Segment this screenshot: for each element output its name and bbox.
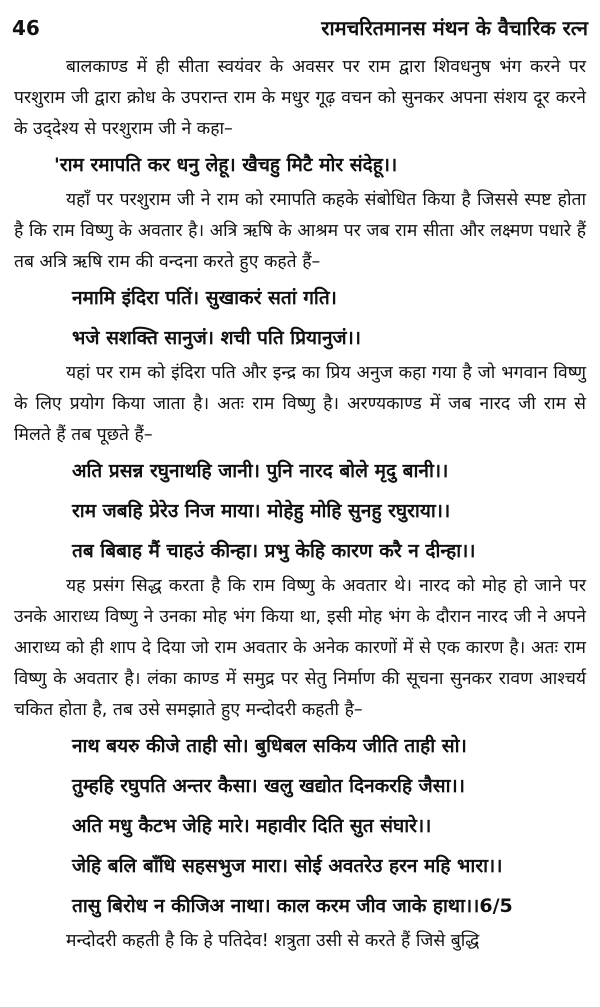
verse-11: तासु बिरोध न कीजिअ नाथा। काल करम जीव जाके हाथा।।6/5 — [72, 895, 513, 917]
page-header — [0, 0, 600, 50]
verse-4: अति प्रसन्न रघुनाथहि जानी। पुनि नारद बोले मृदु बानी।। — [72, 460, 449, 482]
paragraph-5: मन्दोदरी कहती है कि हे पतिदेव! शत्रुता उसी से करते हैं जिसे बुद्धि — [66, 931, 480, 951]
verse-1: 'राम रमापति कर धनु लेहू। खैचहु मिटै मोर संदेहू।। — [54, 154, 398, 176]
page-number: 46 — [12, 16, 40, 40]
paragraph-4: यह प्रसंग सिद्ध करता है कि राम विष्णु के अवतार थे। नारद को मोह हो जाने पर उनके आराध्य विष्णु ने उनका मोह भंग किया था, इसी मोह भंग के दौरान नारद जी ने अपने आराध्य को ही शाप दे दिया जो राम अवतार के अनेक कारणों में से एक कारण है। अतः राम विष्णु के अवतार है। लंका काण्ड में समुद्र पर सेतु निर्माण की सूचना सुनकर रावण आश्चर्य चकित होता है, तब उसे समझाते हुए मन्दोदरी कहती है– — [14, 576, 586, 720]
verse-2: नमामि इंदिरा पतिं। सुखाकरं सतां गति। — [72, 287, 337, 309]
verse-5: राम जबहि प्रेरेउ निज माया। मोहेहु मोहि सुनहु रघुराया।। — [72, 500, 451, 522]
verse-3: भजे सशक्ति सानुजं। शची पति प्रियानुजं।। — [72, 327, 362, 349]
page-body — [14, 52, 586, 957]
paragraph-1: बालकाण्ड में ही सीता स्वयंवर के अवसर पर राम द्वारा शिवधनुष भंग करने पर परशुराम जी द्वारा क्रोध के उपरान्त राम के मधुर गूढ़ वचन को सुनकर अपना संशय दूर करने के उद्‌देश्य से परशुराम जी ने कहा– — [14, 57, 586, 139]
verse-6: तब बिबाह मैं चाहउं कीन्हा। प्रभु केहि कारण करै न दीन्हा।। — [72, 540, 476, 562]
verse-8: तुम्हहि रघुपति अन्तर कैसा। खलु खद्योत दिनकरहि जैसा।। — [72, 775, 465, 797]
running-title: रामचरितमानस मंथन के वैचारिक रत्न — [321, 16, 588, 40]
verse-10: जेहि बलि बाँधि सहसभुज मारा। सोई अवतरेउ हरन महि भारा।। — [72, 855, 503, 877]
paragraph-2: यहाँ पर परशुराम जी ने राम को रमापति कहके संबोधित किया है जिससे स्पष्ट होता है कि राम विष्णु के अवतार है। अत्रि ऋषि के आश्रम पर जब राम सीता और लक्ष्मण पधारे हैं तब अत्रि ऋषि राम की वन्दना करते हुए कहते हैं– — [14, 190, 586, 272]
verse-9: अति मधु कैटभ जेहि मारे। महावीर दिति सुत संघारे।। — [72, 815, 432, 837]
paragraph-3: यहां पर राम को इंदिरा पति और इन्द्र का प्रिय अनुज कहा गया है जो भगवान विष्णु के लिए प्रयोग किया जाता है। अतः राम विष्णु है। अरण्यकाण्ड में जब नारद जी राम से मिलते हैं तब पूछते हैं– — [14, 363, 586, 445]
verse-7: नाथ बयरु कीजे ताही सो। बुधिबल सकिय जीति ताही सो। — [72, 735, 467, 757]
